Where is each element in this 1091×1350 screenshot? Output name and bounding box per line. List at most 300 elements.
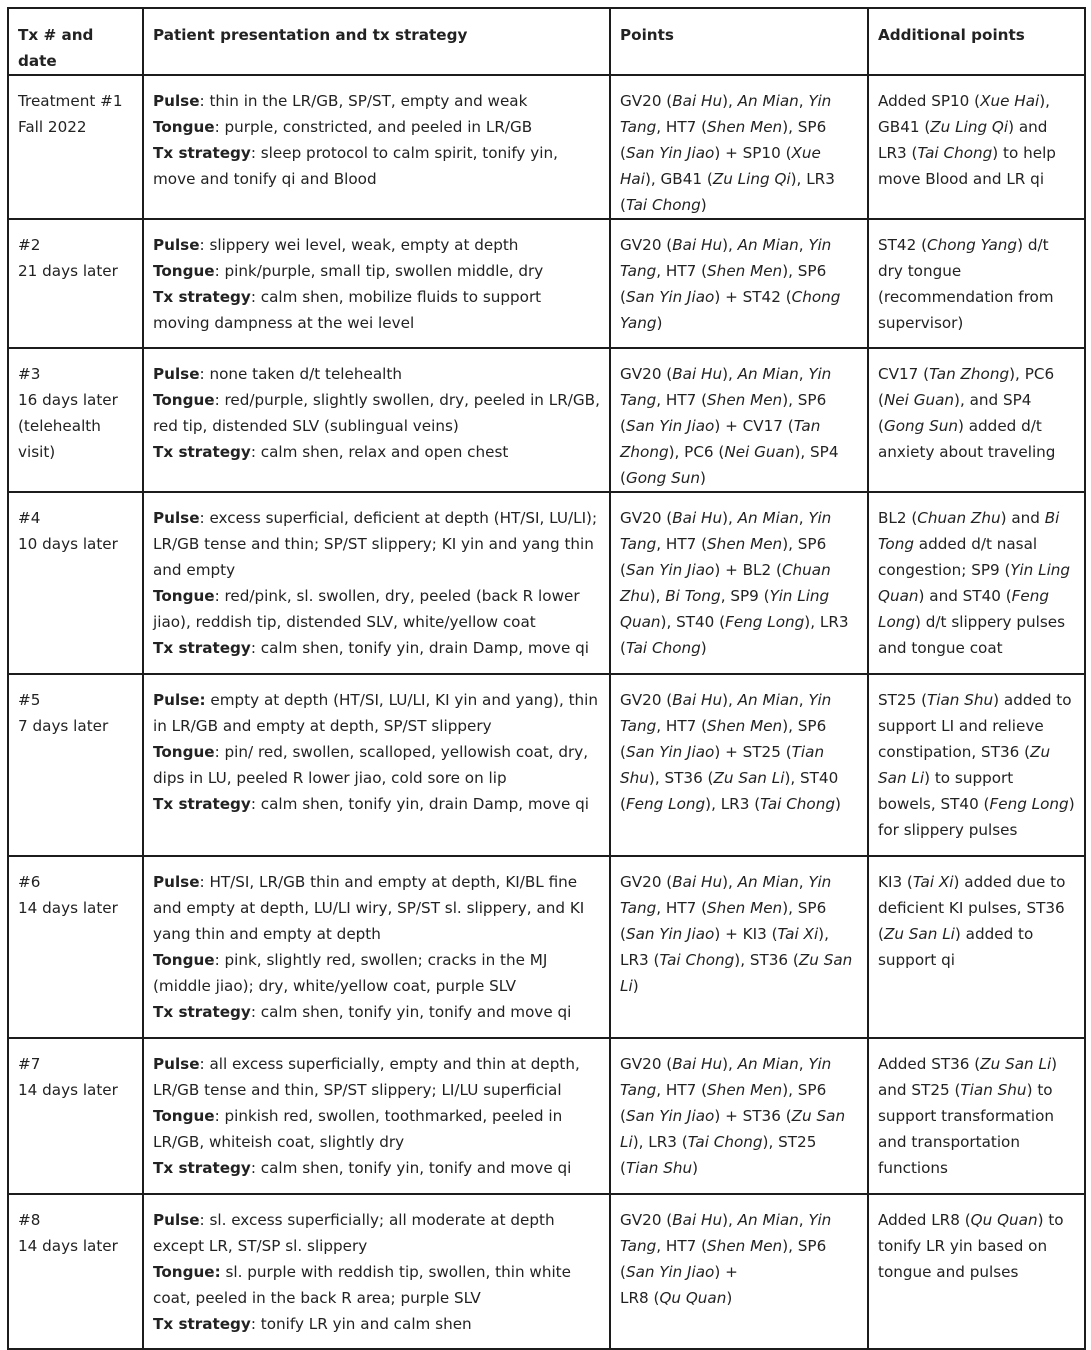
point-text: ) + ST42 ( [714, 288, 792, 306]
point-name: Shen Men [707, 118, 783, 136]
point-text: ) d/t dry tongue (recommendation from supervisor) [878, 236, 1054, 332]
tongue-entry-text: : red/pink, sl. swollen, dry, peeled (back R lower jiao), reddish tip, distended SLV, white/yellow coat [153, 587, 580, 631]
table-row [8, 492, 1085, 674]
point-name: Shen Men [707, 535, 783, 553]
point-text: ST42 ( [878, 236, 927, 254]
point-name: San Yin Jiao [625, 743, 715, 761]
point-text: ) [834, 795, 841, 813]
strategy-entry-text: : calm shen, relax and open chest [250, 443, 509, 461]
point-name: Yin Tang [620, 691, 832, 735]
point-name: Zu San Li [980, 1055, 1052, 1073]
point-name: Shen Men [707, 899, 783, 917]
pulse-entry [153, 88, 600, 114]
point-name: Bai Hu [672, 365, 723, 383]
table-row [8, 75, 1085, 219]
point-text: , SP9 ( [720, 587, 770, 605]
tongue-entry [153, 114, 600, 140]
point-text: ) + BL2 ( [714, 561, 782, 579]
point-name: Qu Quan [970, 1211, 1038, 1229]
point-name: Gong Sun [625, 469, 700, 487]
point-text: ) [700, 196, 707, 214]
header-tx: Tx # and date [8, 8, 143, 75]
points-cell-line [620, 361, 858, 491]
additional-points-cell [868, 1194, 1085, 1349]
points-cell-line [620, 1207, 858, 1285]
point-text: ), [722, 873, 738, 891]
tongue-entry-colon: : [214, 1263, 221, 1281]
point-text: ST25 ( [878, 691, 927, 709]
points-cell-line [620, 687, 858, 817]
point-name: Nei Guan [724, 443, 795, 461]
point-name: Zu Ling Qi [712, 170, 791, 188]
point-name: Tian Shu [625, 1159, 693, 1177]
presentation-cell [143, 492, 610, 674]
additional-points-cell [868, 1038, 1085, 1194]
strategy-entry-label: Tx strategy [153, 1159, 251, 1177]
point-text: ), SP6 ( [620, 1237, 827, 1281]
additional-points-cell-line [878, 1051, 1075, 1181]
point-text: ), PC6 ( [668, 443, 725, 461]
point-text: , HT7 ( [656, 535, 708, 553]
point-name: Yin Tang [620, 92, 832, 136]
points-cell-line [620, 88, 858, 218]
strategy-entry [153, 284, 600, 336]
pulse-entry-text: : sl. excess superficially; all moderate at depth except LR, ST/SP sl. slippery [153, 1211, 555, 1255]
point-text: , HT7 ( [656, 391, 708, 409]
table-row [8, 674, 1085, 856]
pulse-entry-label: Pulse [153, 1211, 200, 1229]
strategy-entry-label: Tx strategy [153, 144, 251, 162]
pulse-entry-text: : HT/SI, LR/GB thin and empty at depth, KI/BL fine and empty at depth, LU/LI wiry, SP/ST sl. slippery, and KI yang thin and empty at depth [153, 873, 585, 943]
points-cell [610, 492, 868, 674]
pulse-entry-label: Pulse [153, 365, 200, 383]
point-name: Tan Zhong [620, 417, 821, 461]
point-name: An Mian [737, 873, 799, 891]
strategy-entry-text: : calm shen, mobilize fluids to support moving dampness at the wei level [153, 288, 542, 332]
point-text: ) for slippery pulses [878, 795, 1075, 839]
point-text: ), LR3 ( [620, 613, 849, 657]
point-name: Chong Yang [620, 288, 841, 332]
pulse-entry-label: Pulse [153, 873, 200, 891]
point-name: Tai Chong [625, 639, 701, 657]
point-text: ) and [1000, 509, 1045, 527]
point-name: Bi Tong [878, 509, 1060, 553]
point-name: Shen Men [707, 391, 783, 409]
point-name: Xue Hai [980, 92, 1040, 110]
strategy-entry-label: Tx strategy [153, 288, 251, 306]
point-text: ) [632, 977, 639, 995]
point-text: ) and ST40 ( [918, 587, 1012, 605]
header-additional: Additional points [868, 8, 1085, 75]
points-cell [610, 75, 868, 219]
point-text: ) [699, 469, 706, 487]
point-name: Yin Ling Quan [878, 561, 1071, 605]
point-name: San Yin Jiao [625, 1263, 715, 1281]
points-cell [610, 856, 868, 1038]
tx-date-cell [8, 1194, 143, 1349]
point-text: ), [722, 691, 738, 709]
point-name: An Mian [737, 365, 799, 383]
point-name: San Yin Jiao [625, 288, 715, 306]
point-text: , HT7 ( [656, 262, 708, 280]
tongue-entry [153, 947, 600, 999]
point-text: ), and SP4 ( [878, 391, 1032, 435]
presentation-cell [143, 1194, 610, 1349]
header-points: Points [610, 8, 868, 75]
point-name: Tai Chong [760, 795, 835, 813]
points-cell-line [620, 232, 858, 336]
point-text: , [798, 236, 809, 254]
tongue-entry-label: Tongue [153, 1263, 215, 1281]
tongue-entry-label: Tongue [153, 391, 215, 409]
point-text: , [798, 1055, 809, 1073]
point-name: An Mian [737, 509, 799, 527]
point-text: ) to support bowels, ST40 ( [878, 769, 1014, 813]
tx-date-cell [8, 674, 143, 856]
strategy-entry [153, 635, 600, 661]
point-text: ) added to support qi [878, 925, 1034, 969]
point-text: CV17 ( [878, 365, 930, 383]
point-name: An Mian [737, 691, 799, 709]
point-name: Zu San Li [620, 1107, 846, 1151]
point-name: Zu San Li [713, 769, 785, 787]
treatment-table [7, 7, 1086, 1350]
strategy-entry [153, 439, 600, 465]
point-text: ), ST40 ( [660, 613, 726, 631]
points-cell-line [620, 1285, 858, 1311]
tongue-entry-text: : red/purple, slightly swollen, dry, peeled in LR/GB, red tip, distended SLV (sublingual veins) [153, 391, 600, 435]
point-name: Zu San Li [620, 951, 853, 995]
point-text: Added LR8 ( [878, 1211, 971, 1229]
point-name: Qu Quan [659, 1289, 727, 1307]
point-name: Yin Tang [620, 365, 832, 409]
point-name: Tian Shu [927, 691, 994, 709]
additional-points-cell-line [878, 505, 1075, 661]
point-text: ) added due to deficient KI pulses, ST36 ( [878, 873, 1066, 943]
point-text: ), [722, 236, 738, 254]
point-name: Zu San Li [883, 925, 955, 943]
tx-date-line: #8 [18, 1211, 41, 1229]
point-text: GV20 ( [620, 365, 673, 383]
point-name: Bi Tong [665, 587, 721, 605]
point-name: San Yin Jiao [625, 925, 715, 943]
point-text: ) + KI3 ( [714, 925, 778, 943]
tx-date-line: #3 [18, 365, 41, 383]
point-text: ) added to support LI and relieve constipation, ST36 ( [878, 691, 1072, 761]
presentation-cell [143, 75, 610, 219]
point-text: ), GB41 ( [644, 170, 713, 188]
point-text: GV20 ( [620, 691, 673, 709]
pulse-entry-text: : slippery wei level, weak, empty at depth [199, 236, 519, 254]
strategy-entry [153, 791, 600, 817]
point-text: ) d/t slippery pulses and tongue coat [878, 613, 1066, 657]
tx-date-line: #7 [18, 1055, 41, 1073]
point-text: ), SP4 ( [620, 443, 839, 487]
point-text: ) and LR3 ( [878, 118, 1048, 162]
tx-date-cell [8, 75, 143, 219]
point-text: ), SP6 ( [620, 118, 827, 162]
point-name: Bai Hu [672, 509, 723, 527]
point-text: GV20 ( [620, 873, 673, 891]
presentation-cell [143, 219, 610, 348]
point-text: ), [649, 587, 666, 605]
point-text: ) added d/t anxiety about traveling [878, 417, 1056, 461]
point-name: Feng Long [989, 795, 1069, 813]
tongue-entry-text: : pink, slightly red, swollen; cracks in the MJ (middle jiao); dry, white/yellow coat, purple SLV [153, 951, 548, 995]
strategy-entry-label: Tx strategy [153, 1315, 251, 1333]
point-name: Tai Chong [659, 951, 735, 969]
point-text: BL2 ( [878, 509, 918, 527]
point-name: Feng Long [725, 613, 805, 631]
tx-date-line: 14 days later [18, 1081, 118, 1099]
table-row [8, 348, 1085, 492]
tongue-entry-text: sl. purple with reddish tip, swollen, thin white coat, peeled in the back R area; purple SLV [153, 1263, 571, 1307]
point-text: ), SP6 ( [620, 262, 827, 306]
point-name: San Yin Jiao [625, 561, 715, 579]
point-text: Added SP10 ( [878, 92, 981, 110]
point-name: Bai Hu [672, 1211, 723, 1229]
pulse-entry [153, 505, 600, 583]
point-name: Tai Xi [777, 925, 819, 943]
point-text: ) [726, 1289, 733, 1307]
point-text: ) to tonify LR yin based on tongue and pulses [878, 1211, 1064, 1281]
tongue-entry-label: Tongue [153, 743, 215, 761]
strategy-entry-text: : calm shen, tonify yin, tonify and move qi [250, 1003, 572, 1021]
tongue-entry [153, 1103, 600, 1155]
strategy-entry [153, 1311, 600, 1337]
point-name: Chuan Zhu [917, 509, 1001, 527]
strategy-entry-label: Tx strategy [153, 639, 251, 657]
tx-date-line: 16 days later [18, 391, 118, 409]
additional-points-cell-line [878, 1207, 1075, 1285]
table-row [8, 219, 1085, 348]
tx-date-line: #4 [18, 509, 41, 527]
point-text: , HT7 ( [656, 1237, 708, 1255]
tongue-entry [153, 583, 600, 635]
point-name: Tai Xi [912, 873, 954, 891]
strategy-entry-label: Tx strategy [153, 795, 251, 813]
point-name: Tai Chong [917, 144, 993, 162]
point-text: ) [656, 314, 663, 332]
strategy-entry-text: : calm shen, tonify yin, tonify and move qi [250, 1159, 572, 1177]
point-name: Zu San Li [878, 743, 1051, 787]
points-cell-line [620, 1051, 858, 1181]
table-row [8, 1038, 1085, 1194]
point-name: Tai Chong [687, 1133, 763, 1151]
strategy-entry-text: : sleep protocol to calm spirit, tonify yin, move and tonify qi and Blood [153, 144, 558, 188]
pulse-entry-colon: : [199, 691, 206, 709]
point-text: ) + [714, 1263, 738, 1281]
point-text: ), SP6 ( [620, 717, 827, 761]
point-name: Shen Men [707, 262, 783, 280]
point-name: Yin Tang [620, 1211, 832, 1255]
tx-date-line: #2 [18, 236, 41, 254]
point-text: , [798, 691, 809, 709]
tongue-entry-text: : pin/ red, swollen, scalloped, yellowish coat, dry, dips in LU, peeled R lower jiao, cold sore on lip [153, 743, 589, 787]
point-text: , [798, 509, 809, 527]
point-text: ), ST40 ( [620, 769, 839, 813]
tongue-entry-text: : purple, constricted, and peeled in LR/GB [214, 118, 533, 136]
points-cell-line [620, 505, 858, 661]
strategy-entry-label: Tx strategy [153, 443, 251, 461]
pulse-entry [153, 1207, 600, 1259]
points-cell [610, 219, 868, 348]
points-cell [610, 1194, 868, 1349]
pulse-entry [153, 361, 600, 387]
point-name: Zu Ling Qi [930, 118, 1009, 136]
tx-date-cell [8, 492, 143, 674]
points-cell [610, 674, 868, 856]
tx-date-line: 14 days later [18, 1237, 118, 1255]
tx-date-cell [8, 1038, 143, 1194]
point-text: ) + SP10 ( [714, 144, 792, 162]
additional-points-cell-line [878, 232, 1075, 336]
point-text: ), ST25 ( [620, 1133, 817, 1177]
point-text: GV20 ( [620, 509, 673, 527]
point-name: Shen Men [707, 717, 783, 735]
tx-date-cell [8, 856, 143, 1038]
pulse-entry [153, 232, 600, 258]
strategy-entry [153, 999, 600, 1025]
tongue-entry-label: Tongue [153, 587, 215, 605]
point-text: ), LR3 ( [705, 795, 761, 813]
point-text: ), [722, 365, 738, 383]
tx-date-line: 14 days later [18, 899, 118, 917]
point-name: Feng Long [878, 587, 1050, 631]
additional-points-cell [868, 492, 1085, 674]
point-text: ), SP6 ( [620, 1081, 827, 1125]
point-text: ) to help move Blood and LR qi [878, 144, 1056, 188]
point-text: added d/t nasal congestion; SP9 ( [878, 535, 1038, 579]
strategy-entry-text: : calm shen, tonify yin, drain Damp, move qi [250, 639, 589, 657]
tx-date-line: 7 days later [18, 717, 109, 735]
point-text: , HT7 ( [656, 118, 708, 136]
point-text: ), [722, 1055, 738, 1073]
point-name: Nei Guan [883, 391, 955, 409]
tongue-entry [153, 1259, 600, 1311]
pulse-entry-label: Pulse [153, 1055, 200, 1073]
tongue-entry-label: Tongue [153, 1107, 215, 1125]
point-text: KI3 ( [878, 873, 913, 891]
additional-points-cell-line [878, 687, 1075, 843]
additional-points-cell [868, 348, 1085, 492]
point-text: GV20 ( [620, 236, 673, 254]
tx-date-line: #6 [18, 873, 41, 891]
point-name: Bai Hu [672, 691, 723, 709]
tx-date-line: Treatment #1 [18, 92, 123, 110]
strategy-entry-label: Tx strategy [153, 1003, 251, 1021]
tx-date-line: 21 days later [18, 262, 118, 280]
point-text: ) [692, 1159, 699, 1177]
tongue-entry-text: : pinkish red, swollen, toothmarked, peeled in LR/GB, whiteish coat, slightly dry [153, 1107, 563, 1151]
tx-date-line: (telehealth visit) [18, 417, 101, 461]
point-text: , [798, 92, 809, 110]
point-name: Chuan Zhu [620, 561, 831, 605]
point-text: ) and ST25 ( [878, 1055, 1058, 1099]
additional-points-cell [868, 674, 1085, 856]
presentation-cell [143, 1038, 610, 1194]
header-presentation: Patient presentation and tx strategy [143, 8, 610, 75]
point-text: ) [700, 639, 707, 657]
tx-date-line: 10 days later [18, 535, 118, 553]
point-text: , [798, 365, 809, 383]
point-name: San Yin Jiao [625, 1107, 715, 1125]
point-name: Tian Shu [960, 1081, 1027, 1099]
presentation-cell [143, 674, 610, 856]
point-name: An Mian [737, 1055, 799, 1073]
point-text: ), SP6 ( [620, 391, 827, 435]
table-row [8, 1194, 1085, 1349]
pulse-entry-text: : all excess superficially, empty and thin at depth, LR/GB tense and thin, SP/ST slippery; LI/LU superficial [153, 1055, 580, 1099]
point-name: Shen Men [707, 1237, 783, 1255]
pulse-entry-label: Pulse [153, 92, 200, 110]
point-text: , [798, 1211, 809, 1229]
point-text: GV20 ( [620, 1211, 673, 1229]
point-text: , HT7 ( [656, 717, 708, 735]
tx-date-line: Fall 2022 [18, 118, 87, 136]
point-text: LR8 ( [620, 1289, 660, 1307]
additional-points-cell-line [878, 361, 1075, 465]
point-text: , [798, 873, 809, 891]
point-name: Tai Chong [625, 196, 701, 214]
presentation-cell [143, 348, 610, 492]
additional-points-cell-line [878, 869, 1075, 973]
point-text: ), SP6 ( [620, 535, 827, 579]
strategy-entry-text: : tonify LR yin and calm shen [250, 1315, 472, 1333]
point-text: GV20 ( [620, 1055, 673, 1073]
point-name: An Mian [737, 236, 799, 254]
pulse-entry [153, 869, 600, 947]
point-text: ), ST36 ( [734, 951, 799, 969]
tongue-entry [153, 258, 600, 284]
pulse-entry-label: Pulse [153, 509, 200, 527]
point-name: Yin Tang [620, 1055, 832, 1099]
point-text: ), [722, 1211, 738, 1229]
point-name: Tan Zhong [929, 365, 1010, 383]
table-row [8, 856, 1085, 1038]
points-cell [610, 348, 868, 492]
additional-points-cell-line [878, 88, 1075, 192]
point-name: Gong Sun [883, 417, 958, 435]
tongue-entry-label: Tongue [153, 118, 215, 136]
point-name: Shen Men [707, 1081, 783, 1099]
pulse-entry [153, 1051, 600, 1103]
point-text: Added ST36 ( [878, 1055, 981, 1073]
pulse-entry-text: : thin in the LR/GB, SP/ST, empty and weak [199, 92, 528, 110]
point-name: Bai Hu [672, 1055, 723, 1073]
tx-date-cell [8, 348, 143, 492]
pulse-entry-text: empty at depth (HT/SI, LU/LI, KI yin and yang), thin in LR/GB and empty at depth, SP/ST slippery [153, 691, 599, 735]
point-name: San Yin Jiao [625, 144, 715, 162]
strategy-entry-text: : calm shen, tonify yin, drain Damp, move qi [250, 795, 589, 813]
point-text: , HT7 ( [656, 1081, 708, 1099]
point-text: ) + ST25 ( [714, 743, 792, 761]
point-name: Bai Hu [672, 236, 723, 254]
point-text: ), GB41 ( [878, 92, 1051, 136]
strategy-entry [153, 140, 600, 192]
additional-points-cell [868, 219, 1085, 348]
pulse-entry-text: : none taken d/t telehealth [199, 365, 402, 383]
point-name: Bai Hu [672, 92, 723, 110]
header-row [8, 8, 1085, 75]
point-text: ) to support transformation and transportation functions [878, 1081, 1054, 1177]
points-cell [610, 1038, 868, 1194]
tongue-entry-text: : pink/purple, small tip, swollen middle, dry [214, 262, 544, 280]
point-name: Xue Hai [620, 144, 821, 188]
tongue-entry [153, 739, 600, 791]
point-name: Chong Yang [927, 236, 1018, 254]
point-name: Yin Tang [620, 873, 832, 917]
